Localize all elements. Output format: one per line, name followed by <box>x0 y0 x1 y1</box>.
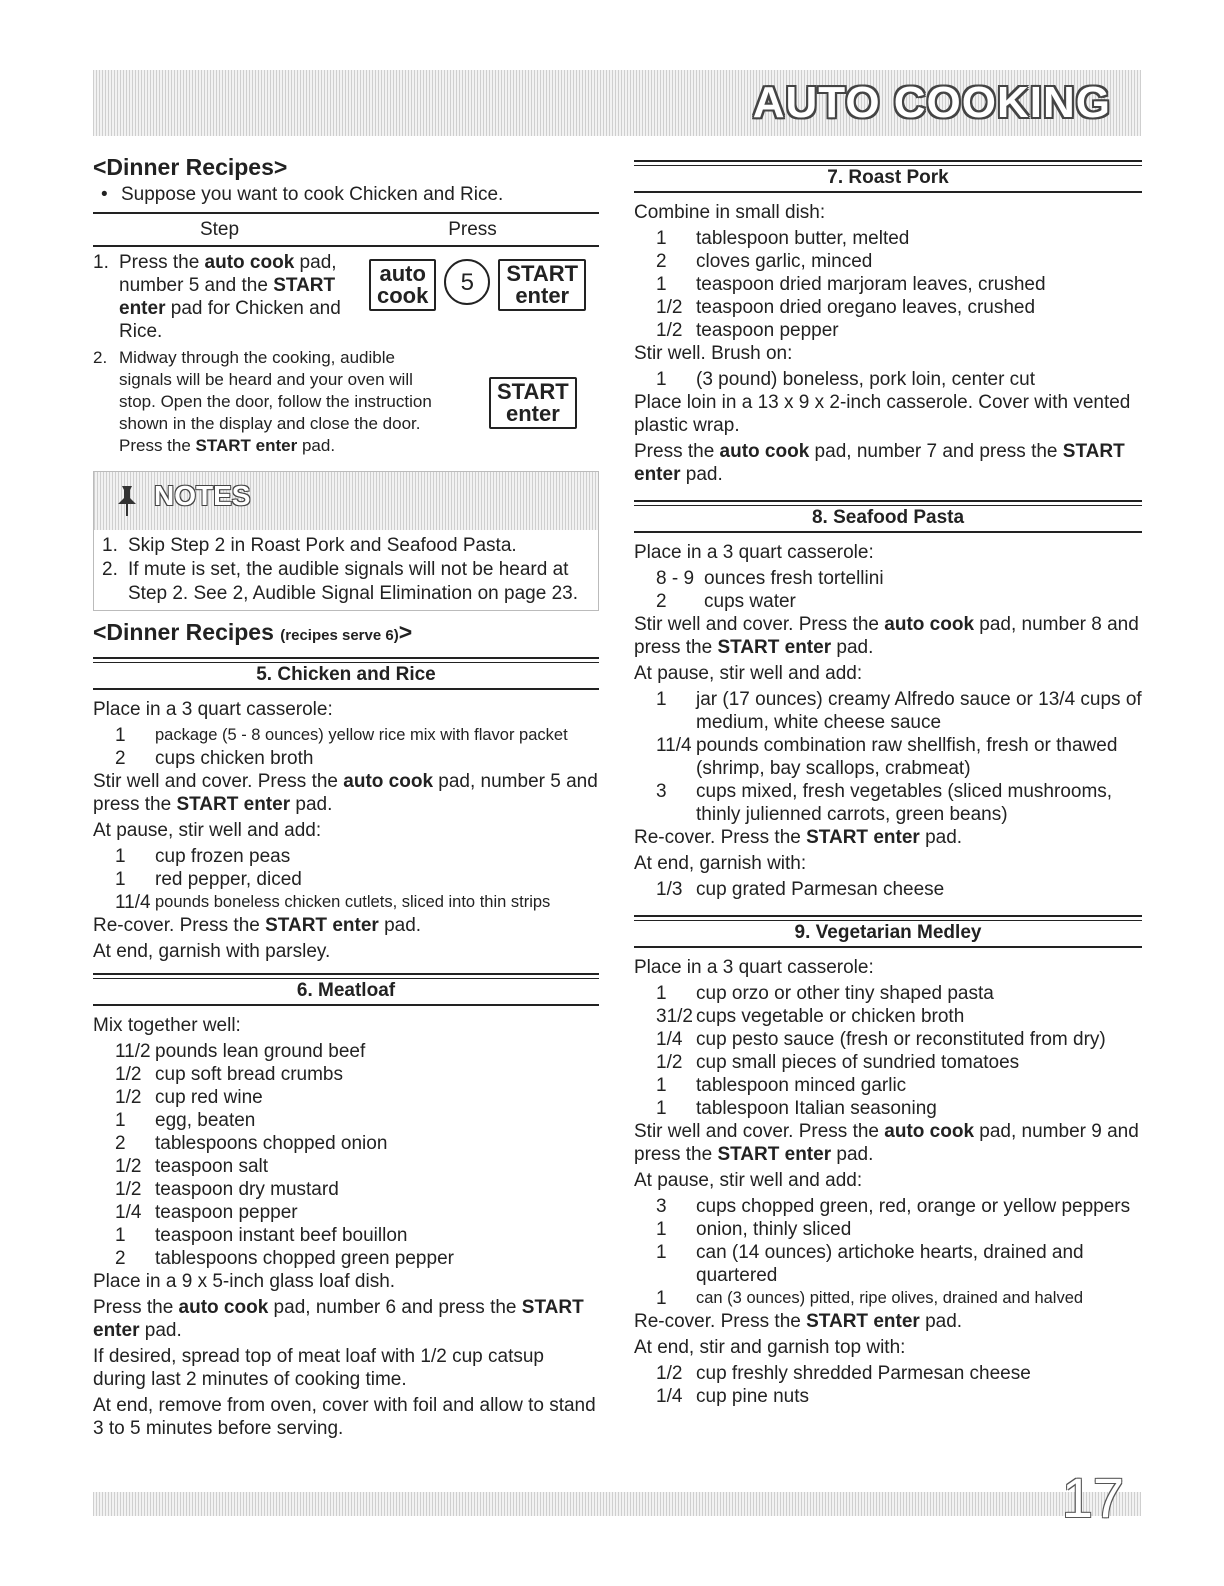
paragraph: At end, stir and garnish top with: <box>634 1337 906 1358</box>
ingredient-text: cups chopped green, red, orange or yellow peppers <box>696 1196 1131 1217</box>
step-table-header <box>93 214 599 247</box>
text: > <box>398 619 413 645</box>
qty: 11/2 <box>115 1041 151 1062</box>
ingredient <box>93 1040 599 1063</box>
ingredient <box>634 1385 1142 1408</box>
ingredient-text: tablespoons chopped onion <box>155 1133 388 1154</box>
ingredient <box>634 319 1142 342</box>
ingredient <box>634 688 1142 734</box>
pad-label: enter <box>515 283 570 308</box>
paragraph: Place in a 3 quart casserole: <box>93 699 333 720</box>
text: START enter <box>717 637 832 658</box>
ingredient <box>93 1201 599 1224</box>
paragraph <box>634 1120 1142 1166</box>
ingredient <box>634 1051 1142 1074</box>
ingredient-text: cup frozen peas <box>155 846 291 867</box>
qty: 1 <box>656 1219 667 1240</box>
col-press-label: Press <box>448 219 497 240</box>
ingredient <box>93 1178 599 1201</box>
qty: 1 <box>656 369 667 390</box>
ingredient-text: teaspoon dried oregano leaves, crushed <box>696 297 1036 318</box>
ingredient <box>93 1086 599 1109</box>
ingredient <box>634 878 1142 901</box>
ingredient <box>634 250 1142 273</box>
auto-cook-pad[interactable] <box>369 259 436 311</box>
text: START enter <box>93 1297 584 1341</box>
ingredient-text: jar (17 ounces) creamy Alfredo sauce or 13/4 cups of medium, white cheese sauce <box>696 689 1142 733</box>
ingredient <box>93 1224 599 1247</box>
ingredient <box>634 1218 1142 1241</box>
text: pad. <box>831 1144 874 1165</box>
step-2-text <box>93 347 439 457</box>
text: pad, number 9 and press the <box>634 1121 1139 1165</box>
ingredient-text: red pepper, diced <box>155 869 302 890</box>
note-item <box>102 534 592 558</box>
qty: 1/2 <box>656 297 683 318</box>
qty: 1 <box>656 1075 667 1096</box>
ingredient-text: package (5 - 8 ounces) yellow rice mix with flavor packet <box>155 726 568 744</box>
qty: 1/2 <box>656 1052 683 1073</box>
text: START enter <box>176 794 291 815</box>
ingredient-text: tablespoon butter, melted <box>696 228 910 249</box>
col-step-label: Step <box>199 219 240 240</box>
ingredient-text: cup soft bread crumbs <box>155 1064 343 1085</box>
paragraph <box>93 770 599 816</box>
text: Midway through the cooking, audible signals will be heard and your oven will stop. Open the door, follow the instruction shown in the display and close the door. Press the <box>119 348 432 455</box>
qty: 1 <box>656 983 667 1004</box>
ingredient <box>634 734 1142 780</box>
text: START enter <box>634 441 1125 485</box>
paragraph <box>634 440 1142 486</box>
ingredient-text: teaspoon dry mustard <box>155 1179 339 1200</box>
text: START enter <box>195 436 298 455</box>
text: Re-cover. Press the <box>93 915 266 936</box>
pushpin-icon <box>112 482 142 518</box>
ingredient-text: (3 pound) boneless, pork loin, center cut <box>696 369 1036 390</box>
pad-label: auto <box>379 261 426 286</box>
text: Press the <box>119 252 205 273</box>
ingredient <box>634 1195 1142 1218</box>
paragraph: At end, garnish with: <box>634 853 807 874</box>
recipe-title-seafood-pasta: 8. Seafood Pasta <box>634 500 1142 533</box>
text: auto cook <box>178 1297 269 1318</box>
ingredient-text: pounds boneless chicken cutlets, sliced into thin strips <box>155 893 551 911</box>
number-5-pad[interactable]: 5 <box>444 259 490 305</box>
ingredient-text: teaspoon pepper <box>155 1202 298 1223</box>
ingredient-text: tablespoon Italian seasoning <box>696 1098 937 1119</box>
ingredient-text: pounds combination raw shellfish, fresh or thawed (shrimp, bay scallops, crabmeat) <box>696 735 1118 779</box>
ingredient <box>634 982 1142 1005</box>
text: pad, number 5 and the <box>119 252 337 296</box>
recipe-title-vegetarian-medley: 9. Vegetarian Medley <box>634 915 1142 948</box>
qty: 11/4 <box>656 735 692 756</box>
ingredient <box>93 891 599 914</box>
ingredient <box>634 296 1142 319</box>
qty: 1 <box>656 274 667 295</box>
step-2-pads <box>439 347 599 457</box>
text: START enter <box>265 915 379 936</box>
ingredient <box>634 1097 1142 1120</box>
ingredient-text: cups water <box>704 591 796 612</box>
ingredient <box>93 868 599 891</box>
start-enter-pad[interactable] <box>489 377 577 429</box>
text: auto cook <box>343 771 434 792</box>
qty: 1/2 <box>115 1156 142 1177</box>
qty: 1/3 <box>656 879 683 900</box>
text: START enter <box>806 827 920 848</box>
text: pad. <box>378 915 422 936</box>
qty: 2 <box>115 1133 126 1154</box>
section-heading-dinner-recipes: <Dinner Recipes> <box>93 154 288 180</box>
ingredient-text: onion, thinly sliced <box>696 1219 852 1240</box>
text: auto cook <box>204 252 295 273</box>
text: pad for Chicken and Rice. <box>119 298 341 342</box>
step-number: 2. <box>93 348 108 367</box>
qty: 1/2 <box>656 1363 683 1384</box>
ingredient-text: cups vegetable or chicken broth <box>696 1006 965 1027</box>
ingredient-text: teaspoon pepper <box>696 320 839 341</box>
notes-box <box>93 471 599 611</box>
text: START enter <box>806 1311 920 1332</box>
text: pad, number 7 and press the <box>809 441 1063 462</box>
note-number: 2. <box>102 559 118 580</box>
ingredient-text: can (3 ounces) pitted, ripe olives, drained and halved <box>696 1289 1084 1307</box>
ingredient-text: cup pesto sauce (fresh or reconstituted from dry) <box>696 1029 1106 1050</box>
qty: 11/4 <box>115 892 151 913</box>
ingredient-text: cup pine nuts <box>696 1386 810 1407</box>
ingredient <box>93 1247 599 1270</box>
ingredient <box>93 724 599 747</box>
section-heading-dinner-recipes-serve <box>93 621 599 647</box>
page-title: AUTO COOKING <box>752 78 1111 127</box>
qty: 1 <box>115 1225 126 1246</box>
ingredient <box>634 1241 1142 1287</box>
qty: 1 <box>115 1110 126 1131</box>
text: pad. <box>297 436 336 455</box>
step-number: 1. <box>93 252 109 273</box>
qty: 1/4 <box>115 1202 142 1223</box>
text: Re-cover. Press the <box>634 1311 807 1332</box>
ingredient-text: ounces fresh tortellini <box>704 568 884 589</box>
text: pad, number 6 and press the <box>268 1297 522 1318</box>
text: Stir well and cover. Press the <box>634 614 885 635</box>
ingredient <box>634 1028 1142 1051</box>
ingredient-text: pounds lean ground beef <box>155 1041 366 1062</box>
ingredient-text: teaspoon salt <box>155 1156 269 1177</box>
paragraph: At pause, stir well and add: <box>634 663 863 684</box>
ingredient-text: cup grated Parmesan cheese <box>696 879 945 900</box>
paragraph: At pause, stir well and add: <box>93 820 322 841</box>
step-row-1 <box>93 251 599 343</box>
text: pad. <box>290 794 333 815</box>
qty: 1 <box>656 1288 667 1309</box>
qty: 1/2 <box>656 320 683 341</box>
left-column <box>93 148 599 1443</box>
ingredient-text: cloves garlic, minced <box>696 251 873 272</box>
qty: 2 <box>115 748 126 769</box>
paragraph: Place in a 3 quart casserole: <box>634 957 874 978</box>
qty: 1 <box>656 228 667 249</box>
qty: 2 <box>115 1248 126 1269</box>
text: Press the <box>634 441 720 462</box>
qty: 1 <box>115 846 126 867</box>
qty: 1/4 <box>656 1029 683 1050</box>
text: pad. <box>680 464 723 485</box>
paragraph: Combine in small dish: <box>634 202 826 223</box>
paragraph: If desired, spread top of meat loaf with 1/2 cup catsup during last 2 minutes of cooking time. <box>93 1346 544 1390</box>
text: pad. <box>919 827 963 848</box>
text: auto cook <box>719 441 810 462</box>
notes-list <box>94 530 598 610</box>
paragraph: At pause, stir well and add: <box>634 1170 863 1191</box>
text: auto cook <box>884 1121 975 1142</box>
text: START enter <box>119 275 336 319</box>
text: pad. <box>831 637 874 658</box>
note-text: If mute is set, the audible signals will not be heard at Step 2. See 2, Audible Signal Elimination on page 23. <box>128 559 578 604</box>
qty: 2 <box>656 591 667 612</box>
qty: 1 <box>656 1242 667 1263</box>
qty: 3 <box>656 1196 667 1217</box>
ingredient-text: can (14 ounces) artichoke hearts, drained and quartered <box>696 1242 1084 1286</box>
text: auto cook <box>884 614 975 635</box>
qty: 1/2 <box>115 1064 142 1085</box>
paragraph <box>93 914 599 937</box>
ingredient <box>634 590 1142 613</box>
ingredient-text: cup red wine <box>155 1087 263 1108</box>
step-table <box>93 212 599 457</box>
ingredient-text: cup orzo or other tiny shaped pasta <box>696 983 994 1004</box>
ingredient <box>634 567 1142 590</box>
text: Press the <box>93 1297 179 1318</box>
ingredient-text: cup small pieces of sundried tomatoes <box>696 1052 1020 1073</box>
text: pad, number 5 and press the <box>93 771 598 815</box>
ingredient-text: teaspoon dried marjoram leaves, crushed <box>696 274 1046 295</box>
recipe-title-meatloaf: 6. Meatloaf <box>93 973 599 1006</box>
pad-label: enter <box>505 401 560 426</box>
text: START enter <box>717 1144 832 1165</box>
qty: 1/2 <box>115 1087 142 1108</box>
step-row-2 <box>93 347 599 457</box>
step-1-pads <box>369 251 599 343</box>
ingredient <box>634 368 1142 391</box>
ingredient <box>93 1155 599 1178</box>
ingredient <box>93 1109 599 1132</box>
qty: 3 <box>656 781 667 802</box>
ingredient-text: tablespoons chopped green pepper <box>155 1248 454 1269</box>
paragraph <box>93 1296 599 1342</box>
page-number: 17 <box>1061 1466 1124 1529</box>
footer-bar <box>93 1492 1141 1516</box>
qty: 1 <box>656 689 667 710</box>
ingredient-text: teaspoon instant beef bouillon <box>155 1225 408 1246</box>
text: pad. <box>139 1320 182 1341</box>
paragraph: Place in a 9 x 5-inch glass loaf dish. <box>93 1271 396 1292</box>
text: Stir well and cover. Press the <box>634 1121 885 1142</box>
paragraph: Stir well. Brush on: <box>634 343 793 364</box>
step-1-text <box>93 251 369 343</box>
pad-label: cook <box>377 283 429 308</box>
ingredient-text: cups chicken broth <box>155 748 314 769</box>
ingredient <box>634 780 1142 826</box>
ingredient-text: cups mixed, fresh vegetables (sliced mushrooms, thinly julienned carrots, green beans) <box>696 781 1113 825</box>
text: pad, number 8 and press the <box>634 614 1139 658</box>
qty: 31/2 <box>656 1006 693 1027</box>
text: Stir well and cover. Press the <box>93 771 344 792</box>
qty: 1 <box>656 1098 667 1119</box>
note-item <box>102 558 592 606</box>
text: <Dinner Recipes <box>93 619 274 645</box>
note-number: 1. <box>102 535 118 556</box>
note-text: Skip Step 2 in Roast Pork and Seafood Pasta. <box>128 535 517 556</box>
ingredient-text: tablespoon minced garlic <box>696 1075 907 1096</box>
ingredient <box>93 1132 599 1155</box>
ingredient-text: cup freshly shredded Parmesan cheese <box>696 1363 1031 1384</box>
paragraph: Place loin in a 13 x 9 x 2-inch casserole. Cover with vented plastic wrap. <box>634 392 1131 436</box>
qty: 1/4 <box>656 1386 683 1407</box>
text: pad. <box>919 1311 963 1332</box>
qty: 2 <box>656 251 667 272</box>
text: Re-cover. Press the <box>634 827 807 848</box>
pad-label: START <box>497 379 569 404</box>
recipe-title-roast-pork: 7. Roast Pork <box>634 160 1142 193</box>
notes-title: NOTES <box>154 480 251 511</box>
paragraph <box>634 1310 1142 1333</box>
intro-text: • Suppose you want to cook Chicken and Rice. <box>101 183 599 206</box>
paragraph: Mix together well: <box>93 1015 241 1036</box>
start-enter-pad[interactable] <box>498 259 586 311</box>
paragraph <box>634 826 1142 849</box>
paragraph <box>634 613 1142 659</box>
ingredient <box>634 1287 1142 1310</box>
qty: 1/2 <box>115 1179 142 1200</box>
paragraph: At end, garnish with parsley. <box>93 941 331 962</box>
ingredient-text: egg, beaten <box>155 1110 256 1131</box>
ingredient <box>634 1074 1142 1097</box>
recipe-title-chicken-rice: 5. Chicken and Rice <box>93 657 599 690</box>
qty: 8 - 9 <box>656 568 695 589</box>
ingredient <box>634 227 1142 250</box>
ingredient <box>93 845 599 868</box>
ingredient <box>93 1063 599 1086</box>
notes-header <box>94 472 598 530</box>
paragraph: At end, remove from oven, cover with foil and allow to stand 3 to 5 minutes before serving. <box>93 1395 596 1439</box>
paragraph: Place in a 3 quart casserole: <box>634 542 874 563</box>
ingredient <box>634 1005 1142 1028</box>
right-column <box>634 148 1142 1408</box>
text: (recipes serve 6) <box>280 627 399 644</box>
ingredient <box>93 747 599 770</box>
header-banner <box>93 70 1141 136</box>
qty: 1 <box>115 869 126 890</box>
ingredient <box>634 1362 1142 1385</box>
qty: 1 <box>115 725 126 746</box>
pad-label: START <box>506 261 579 286</box>
ingredient <box>634 273 1142 296</box>
